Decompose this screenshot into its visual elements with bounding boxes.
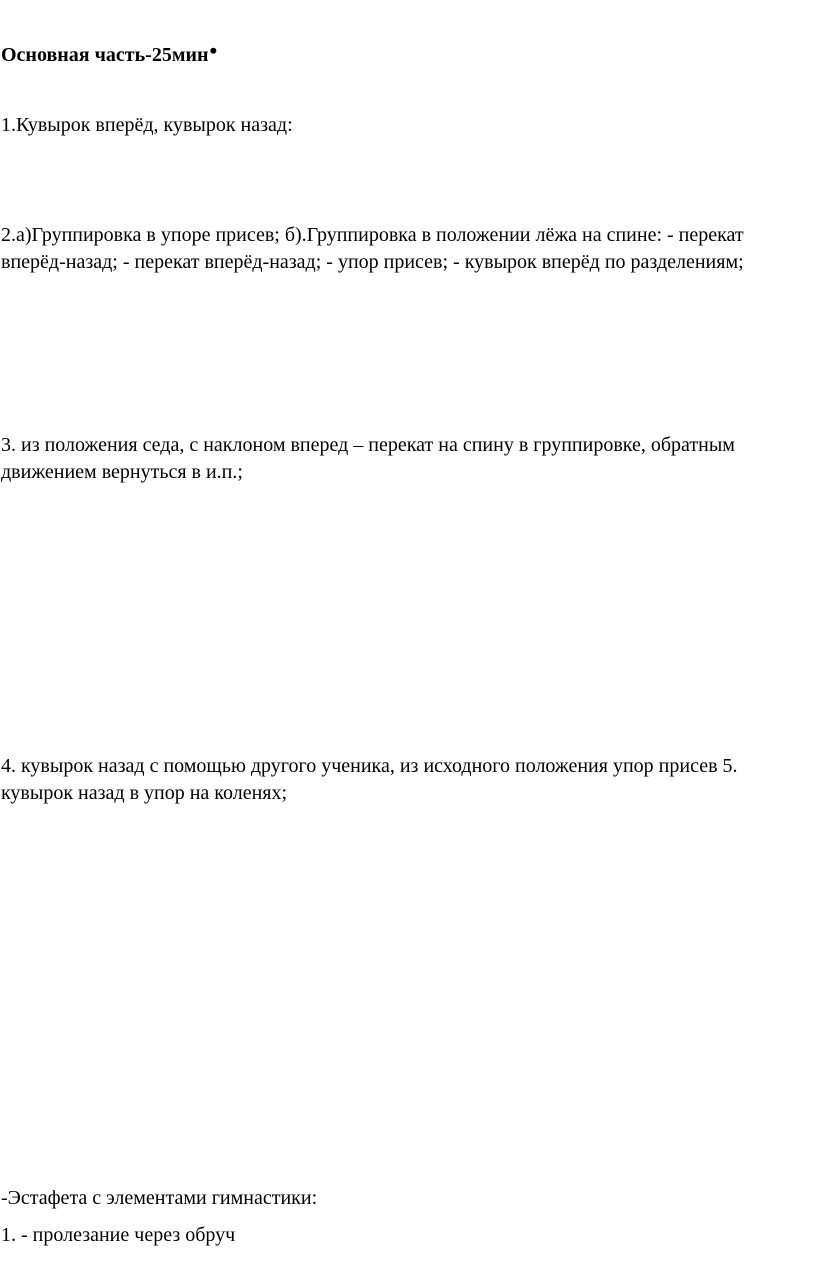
- paragraph-3-line-2: движением вернуться в и.п.;: [1, 461, 243, 483]
- section-heading-text: Основная часть-25мин: [1, 44, 209, 66]
- paragraph-3: [1, 432, 801, 486]
- paragraph-4-line-1: 4. кувырок назад с помощью другого ученика, из исходного положения упор присев 5.: [1, 755, 738, 777]
- paragraph-5: -Эстафета с элементами гимнастики:: [1, 1187, 318, 1209]
- section-heading: [1, 40, 217, 69]
- paragraph-4-line-2: кувырок назад в упор на коленях;: [1, 782, 288, 804]
- paragraph-1: 1.Кувырок вперёд, кувырок назад:: [1, 114, 293, 136]
- paragraph-2: [1, 222, 801, 276]
- paragraph-6: 1. - пролезание через обруч: [1, 1224, 236, 1246]
- bullet-icon: •: [209, 38, 218, 63]
- paragraph-4: [1, 753, 801, 807]
- paragraph-2-line-2: вперёд-назад; - перекат вперёд-назад; - упор присев; - кувырок вперёд по разделениям;: [1, 251, 744, 273]
- paragraph-3-line-1: 3. из положения седа, с наклоном вперед – перекат на спину в группировке, обратным: [1, 434, 735, 456]
- paragraph-2-line-1: 2.а)Группировка в упоре присев; б).Группировка в положении лёжа на спине: - перекат: [1, 224, 744, 246]
